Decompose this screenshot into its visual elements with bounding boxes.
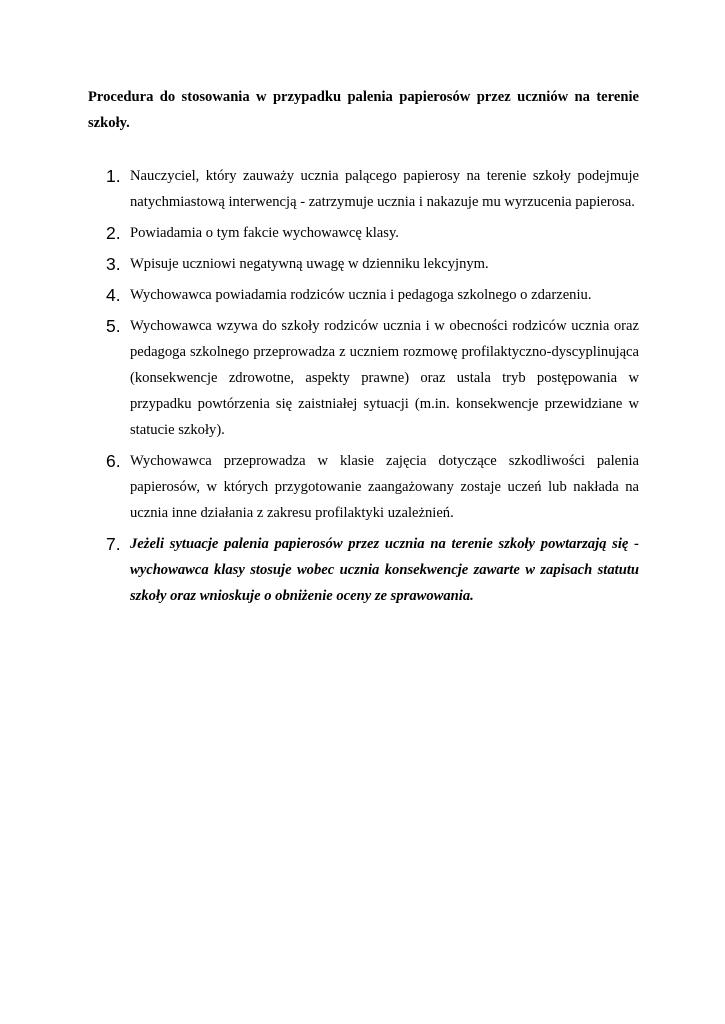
item-text: Wpisuje uczniowi negatywną uwagę w dzienniku lekcyjnym. — [130, 256, 489, 272]
document-title: Procedura do stosowania w przypadku palenia papierosów przez uczniów na terenie szkoły. — [88, 89, 639, 131]
procedure-list — [88, 163, 639, 614]
item-number: 2. — [106, 223, 121, 243]
procedure-item-7 — [88, 531, 639, 609]
procedure-item-4 — [88, 282, 639, 308]
procedure-item-3 — [88, 251, 639, 277]
item-text: Wychowawca powiadamia rodziców ucznia i pedagoga szkolnego o zdarzeniu. — [130, 287, 592, 303]
item-text: Jeżeli sytuacje palenia papierosów przez ucznia na terenie szkoły powtarzają się - wychowawca klasy stosuje wobec ucznia konsekwencje zawarte w zapisach statutu szkoły oraz wnioskuje o obniżenie oceny ze sprawowania. — [130, 536, 639, 604]
item-number: 6. — [106, 451, 121, 471]
item-number: 3. — [106, 254, 121, 274]
procedure-item-1 — [88, 163, 639, 215]
item-text: Nauczyciel, który zauważy ucznia palącego papierosy na terenie szkoły podejmuje natychmiastową interwencją - zatrzymuje ucznia i nakazuje mu wyrzucenia papierosa. — [130, 168, 639, 210]
item-number: 7. — [106, 534, 121, 554]
item-number: 5. — [106, 316, 121, 336]
procedure-item-6 — [88, 448, 639, 526]
item-number: 4. — [106, 285, 121, 305]
item-text: Wychowawca wzywa do szkoły rodziców ucznia i w obecności rodziców ucznia oraz pedagoga szkolnego przeprowadza z uczniem rozmowę profilaktyczno-dyscyplinująca (konsekwencje zdrowotne, aspekty prawne) oraz ustala tryb postępowania w przypadku powtórzenia się zaistniałej sytuacji (m.in. konsekwencje przewidziane w statucie szkoły). — [130, 318, 639, 438]
item-text: Powiadamia o tym fakcie wychowawcę klasy. — [130, 225, 399, 241]
item-number: 1. — [106, 166, 121, 186]
procedure-item-5 — [88, 313, 639, 443]
item-text: Wychowawca przeprowadza w klasie zajęcia dotyczące szkodliwości palenia papierosów, w których przygotowanie zaangażowany zostaje uczeń lub nakłada na ucznia inne działania z zakresu profilaktyki uzależnień. — [130, 453, 639, 521]
procedure-item-2 — [88, 220, 639, 246]
